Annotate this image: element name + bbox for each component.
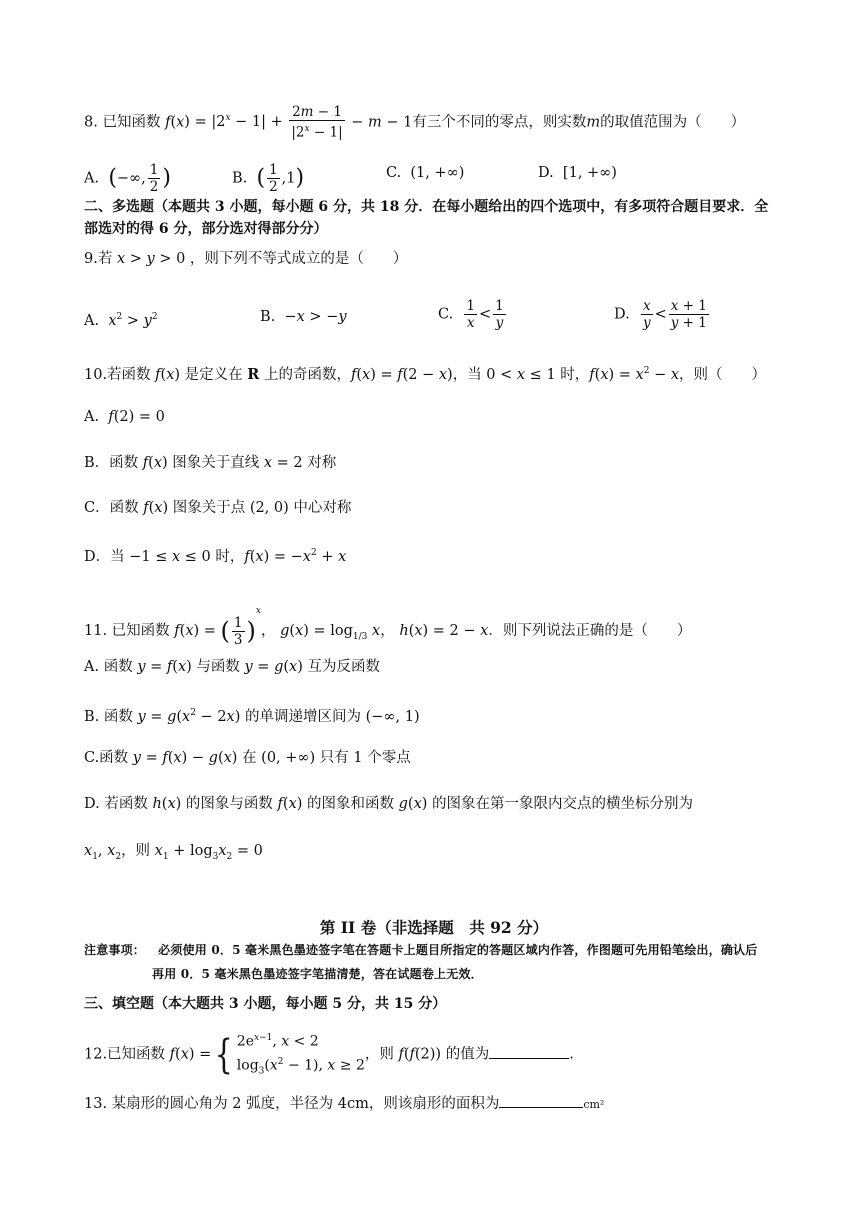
question-10: 10.若函数 f(x) 是定义在 R 上的奇函数，f(x) = f(2 − x)，当 0 < x ≤ 1 时，$f(x) = x^2 - x$，则（ ） xyxy=(84,365,767,383)
part-2-note-line1 xyxy=(84,940,757,960)
question-11: 11. 已知函数 f(x) = ( $\frac{1}{3}$ )$^x$， $g(x) = \log_{1/3} x$， h(x) = 2 − x．则下列说法正确的是（ ） xyxy=(84,606,692,648)
q8-option-b: B. ( $\frac{1}{2}$ ,1) xyxy=(232,162,305,195)
q10-option-c: C．函数 f(x) 图象关于点 (2, 0) 中心对称 xyxy=(84,500,352,516)
q11-option-c: C.函数 y = f(x) − g(x) 在 (0, +∞) 只有 1 个零点 xyxy=(84,750,411,766)
note-text-2: 再用 0．5 毫米黑色墨迹签字笔描清楚，答在试题卷上无效． xyxy=(152,967,483,981)
q13-answer-blank[interactable] xyxy=(499,1093,583,1108)
q11-option-b: B. 函数 $y = g(x^2 - 2x)$ 的单调递增区间为 (−∞, 1) xyxy=(84,708,420,725)
section-3-title: 三、填空题（本大题共 3 小题，每小题 5 分，共 15 分） xyxy=(84,996,447,1012)
q8-option-c: C. (1, +∞) xyxy=(386,165,465,181)
q11-option-d-cont: $x_1$, $x_2$，则 $x_1 + \log_3x_2 = 0$ xyxy=(84,843,263,862)
q8-var: m xyxy=(586,114,601,131)
question-9: 9.若 x > y > 0 ，则下列不等式成立的是（ ） xyxy=(84,251,408,267)
section-2-title: 二、多选题（本题共 3 小题，每小题 6 分，共 18 分．在每小题给出的四个选项中，有多项符合题目要求．全 xyxy=(84,199,769,215)
section-2-title-cont: 部选对的得 6 分，部分选对得部分分） xyxy=(84,221,328,237)
q8-tail: 的取值范围为（ ） xyxy=(600,114,746,131)
q8-fraction: $\frac{2m - 1}{|2^x - 1|}$ xyxy=(291,104,343,141)
q8-suffix: 有三个不同的零点，则实数 xyxy=(412,114,587,131)
q8-function: f xyxy=(165,114,171,131)
q9-option-d: D. $\frac{x}{y}$ < $\frac{x + 1}{y + 1}$ xyxy=(614,298,707,331)
q12-prefix: 12.已知函数 xyxy=(84,1046,166,1063)
q10-option-b: B．函数 f(x) 图象关于直线 x = 2 对称 xyxy=(84,455,337,471)
q8-prefix: 8. 已知函数 xyxy=(84,114,166,131)
q12-answer-blank[interactable] xyxy=(489,1044,569,1059)
q10-option-d: D．当 −1 ≤ x ≤ 0 时，$f(x) = -x^2 + x$ xyxy=(84,548,347,565)
q9-option-a: A. $x^2 > y^2$ xyxy=(84,312,158,329)
note-text-1: 必须使用 0．5 毫米黑色墨迹签字笔在答题卡上题目所指定的答题区域内作答，作图题可先用铅笔绘出，确认后 xyxy=(158,943,758,957)
q10-option-a: A. f(2) = 0 xyxy=(84,409,165,425)
q11-option-a: A. 函数 y = f(x) 与函数 y = g(x) 互为反函数 xyxy=(84,659,381,675)
part-2-title: 第 II 卷（非选择题 共 92 分） xyxy=(319,918,549,937)
question-8: 8. 已知函数 $f(x) = |2^x - 1|$ + $\frac{2m - 1}{|2^x - 1|}$ − m − 1有三个不同的零点，则实数m的取值范围为（ ） xyxy=(84,104,746,141)
q13-text: 13. 某扇形的圆心角为 2 弧度，半径为 4cm，则该扇形的面积为 xyxy=(84,1096,500,1112)
question-13 xyxy=(84,1093,604,1116)
q12-cases: $2e^{x-1}$, x < 2 $\log_3(x^2 - 1)$, x ≥ 2 xyxy=(236,1033,365,1077)
q8-option-d: D. [1, +∞) xyxy=(538,165,617,181)
part-2-note-line2 xyxy=(152,964,483,984)
question-12: 12.已知函数 f(x) ={ $2e^{x-1}$, x < 2 $\log_3(x^2 - 1)$, x ≥ 2 ，则 f(f(2)) 的值为 . xyxy=(84,1028,574,1081)
q9-option-b: B. −x > −y xyxy=(260,309,347,325)
q9-option-c: C. $\frac{1}{x}$ < $\frac{1}{y}$ xyxy=(438,298,504,331)
note-label: 注意事项： xyxy=(84,943,146,957)
q13-unit: cm² xyxy=(583,1098,605,1111)
q8-option-a: A. (−∞, $\frac{1}{2}$ ) xyxy=(84,162,171,195)
q11-option-d: D. 若函数 h(x) 的图象与函数 f(x) 的图象和函数 g(x) 的图象在第一象限内交点的横坐标分别为 xyxy=(84,796,694,812)
